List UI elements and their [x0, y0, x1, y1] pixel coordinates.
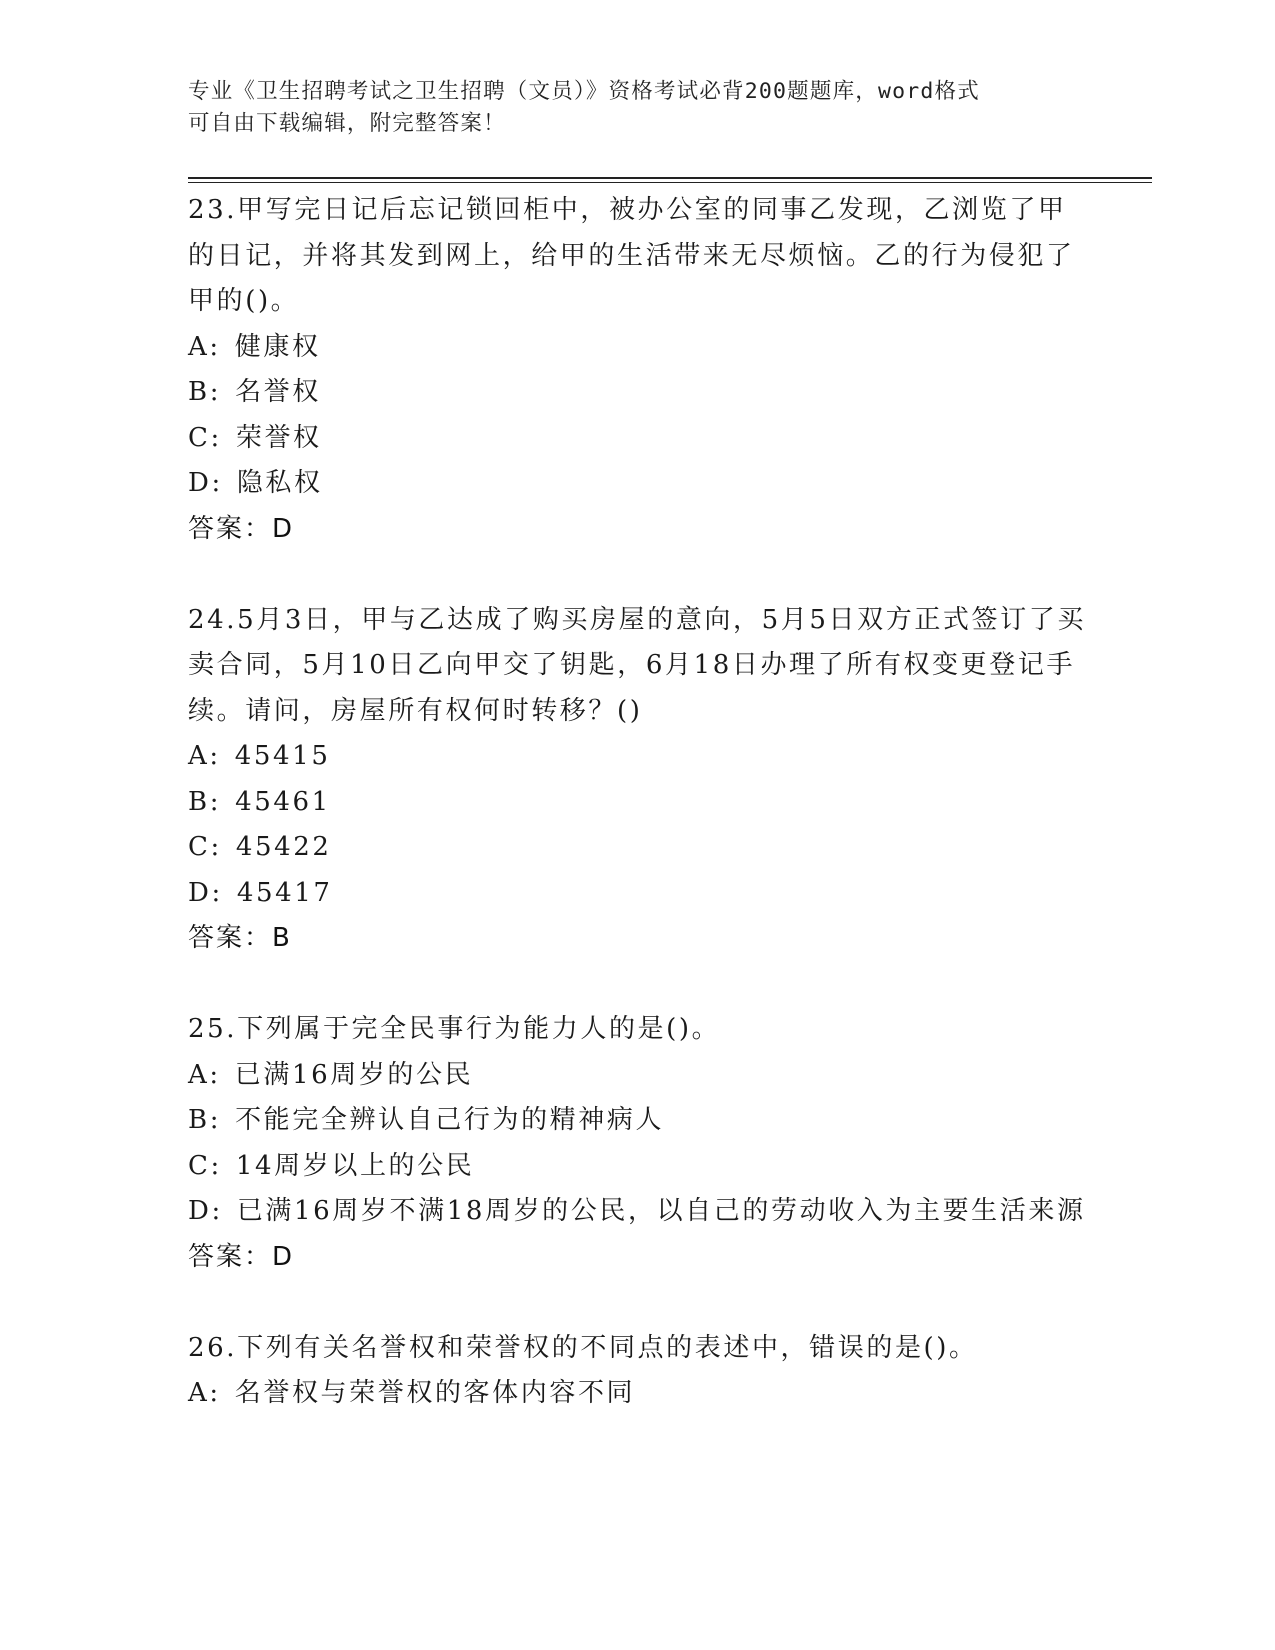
question-list — [188, 188, 1088, 1462]
option-a — [188, 1371, 1088, 1417]
option-letter: A: — [188, 741, 221, 771]
question-24 — [188, 598, 1088, 962]
option-letter: C: — [188, 832, 222, 862]
question-text: 26.下列有关名誉权和荣誉权的不同点的表述中，错误的是()。 — [188, 1332, 978, 1363]
document-header — [188, 76, 1088, 140]
option-b — [188, 370, 1088, 416]
question-text: 24.5月3日，甲与乙达成了购买房屋的意向，5月5日双方正式签订了买卖合同，5月10日乙向甲交了钥匙，6月18日办理了所有权变更登记手续。请问，房屋所有权何时转移？() — [188, 604, 1086, 726]
option-b — [188, 1098, 1088, 1144]
option-d — [188, 1189, 1088, 1235]
question-23 — [188, 188, 1088, 552]
option-letter: B: — [188, 1105, 222, 1135]
option-c — [188, 825, 1088, 871]
option-c — [188, 1144, 1088, 1190]
question-26 — [188, 1326, 1088, 1417]
option-a — [188, 1053, 1088, 1099]
answer-line: 答案：B — [188, 923, 292, 953]
option-text: 45415 — [234, 741, 331, 771]
header-line-1: 专业《卫生招聘考试之卫生招聘（文员）》资格考试必背200题题库，word格式 — [188, 79, 980, 104]
option-text: 健康权 — [234, 331, 321, 362]
option-c — [188, 416, 1088, 462]
option-letter: D: — [188, 1196, 223, 1226]
option-letter: A: — [188, 331, 221, 362]
option-text: 名誉权与荣誉权的客体内容不同 — [234, 1378, 636, 1408]
option-text: 45461 — [235, 786, 331, 817]
answer-line: 答案：D — [188, 513, 295, 544]
option-letter: A: — [188, 1059, 221, 1090]
option-text: 45422 — [235, 832, 332, 862]
header-rule-thin — [188, 182, 1152, 183]
option-text: 45417 — [236, 877, 333, 908]
header-line-2: 可自由下载编辑，附完整答案！ — [188, 111, 506, 136]
question-25 — [188, 1007, 1088, 1280]
option-d — [188, 461, 1088, 507]
option-letter: C: — [188, 1150, 222, 1181]
option-a — [188, 325, 1088, 371]
option-letter: C: — [188, 422, 222, 453]
option-text: 已满16周岁的公民 — [234, 1059, 474, 1090]
option-text: 14周岁以上的公民 — [235, 1150, 475, 1181]
option-letter: B: — [188, 786, 222, 817]
option-text: 隐私权 — [236, 468, 323, 498]
option-letter: D: — [188, 877, 223, 908]
option-a — [188, 734, 1088, 780]
option-text: 不能完全辨认自己行为的精神病人 — [235, 1105, 665, 1135]
option-text: 已满16周岁不满18周岁的公民，以自己的劳动收入为主要生活来源 — [236, 1196, 1086, 1226]
option-letter: D: — [188, 468, 223, 498]
option-d — [188, 871, 1088, 917]
answer-line: 答案：D — [188, 1241, 295, 1272]
header-rule-thick — [188, 177, 1152, 179]
question-text: 23.甲写完日记后忘记锁回柜中，被办公室的同事乙发现，乙浏览了甲的日记，并将其发到网上，给甲的生活带来无尽烦恼。乙的行为侵犯了甲的()。 — [188, 195, 1075, 316]
option-letter: B: — [188, 377, 222, 407]
option-text: 名誉权 — [235, 377, 321, 407]
option-b — [188, 780, 1088, 826]
option-letter: A: — [188, 1378, 221, 1408]
option-text: 荣誉权 — [235, 422, 322, 453]
question-text: 25.下列属于完全民事行为能力人的是()。 — [188, 1014, 721, 1044]
